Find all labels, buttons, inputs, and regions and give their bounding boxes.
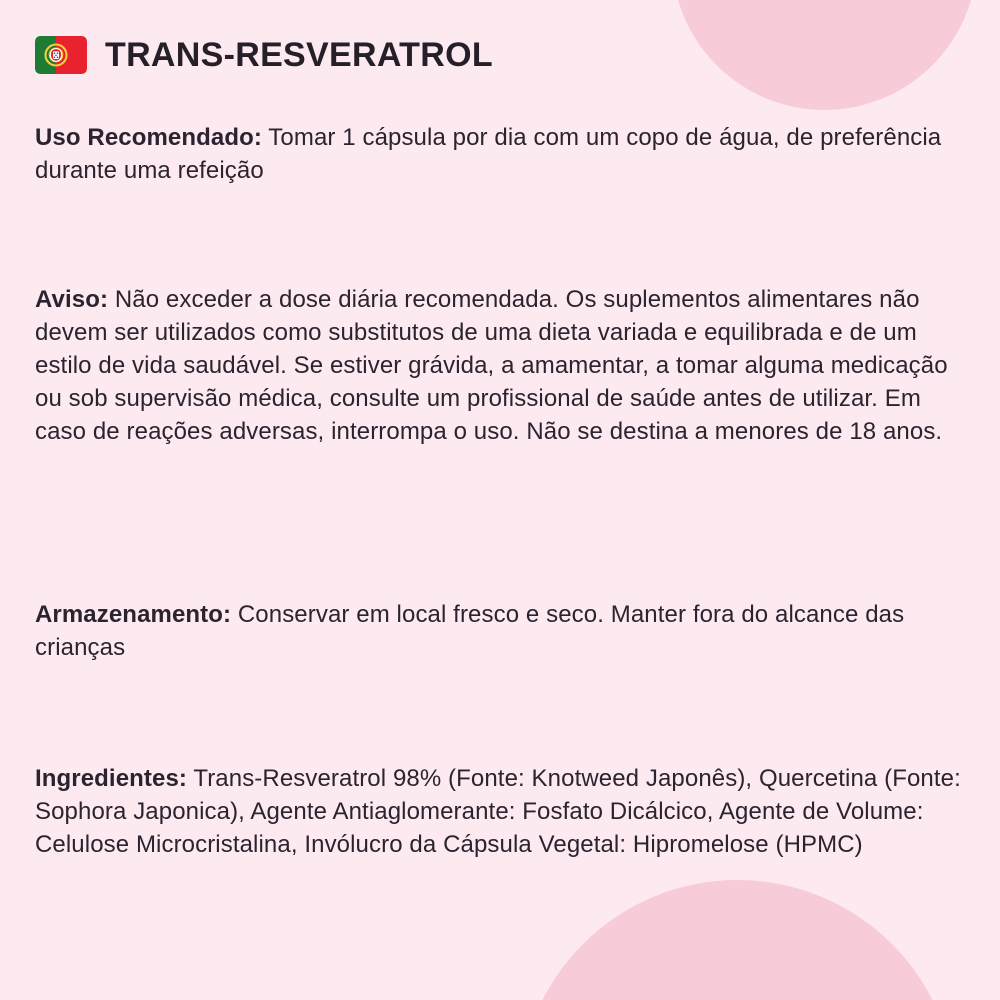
section-ingredientes-label: Ingredientes: bbox=[35, 765, 187, 792]
section-ingredientes bbox=[35, 762, 978, 861]
section-armazenamento-label: Armazenamento: bbox=[35, 601, 232, 628]
section-aviso-text bbox=[35, 283, 978, 448]
section-ingredientes-body: Trans-Resveratrol 98% (Fonte: Knotweed Japonês), Quercetina (Fonte: Sophora Japonica), Agente Antiaglomerante: Fosfato Dicálcico, Agente de Volume: Celulose Microcristalina, Invólucro da Cápsula Vegetal: Hipromelose (HPMC) bbox=[35, 765, 961, 858]
portugal-flag-icon bbox=[35, 36, 87, 74]
section-uso-text bbox=[35, 121, 978, 187]
section-uso-recomendado bbox=[35, 121, 978, 187]
label-header bbox=[35, 0, 965, 74]
section-aviso-label: Aviso: bbox=[35, 286, 109, 313]
section-aviso-body: Não exceder a dose diária recomendada. Os suplementos alimentares não devem ser utilizados como substitutos de uma dieta variada e equilibrada e de um estilo de vida saudável. Se estiver grávida, a amamentar, a tomar alguma medicação ou sob supervisão médica, consulte um profissional de saúde antes de utilizar. Em caso de reações adversas, interrompa o uso. Não se destina a menores de 18 anos. bbox=[35, 286, 948, 445]
section-aviso bbox=[35, 283, 978, 448]
section-uso-body: Tomar 1 cápsula por dia com um copo de água, de preferência durante uma refeição bbox=[35, 124, 942, 184]
section-ingredientes-text bbox=[35, 762, 978, 861]
section-armazenamento-text bbox=[35, 598, 978, 664]
page-title: TRANS-RESVERATROL bbox=[105, 36, 493, 74]
section-armazenamento-body: Conservar em local fresco e seco. Manter fora do alcance das crianças bbox=[35, 601, 905, 661]
section-uso-label: Uso Recomendado: bbox=[35, 124, 262, 151]
section-armazenamento bbox=[35, 598, 978, 664]
